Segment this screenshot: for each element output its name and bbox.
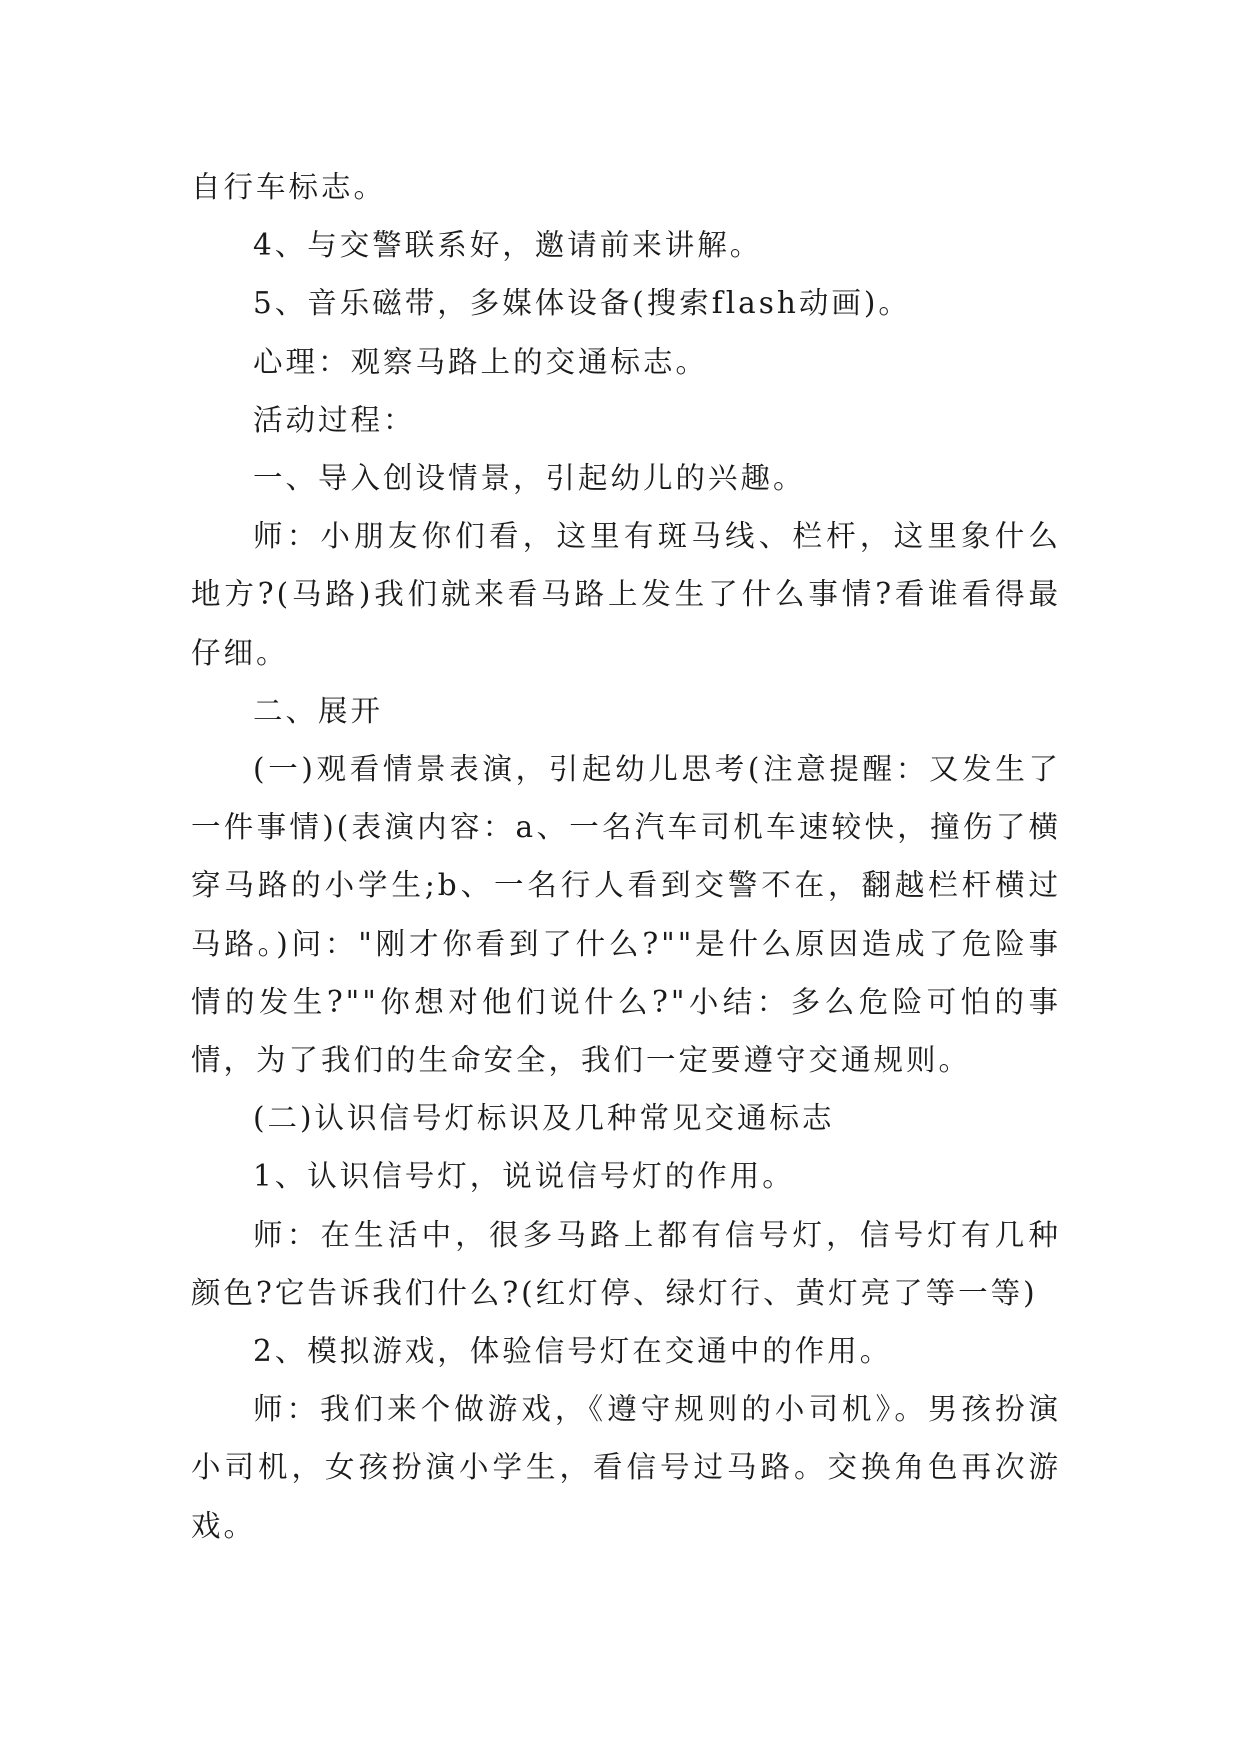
paragraph-teacher-game: 师：我们来个做游戏，《遵守规则的小司机》。男孩扮演小司机，女孩扮演小学生，看信号过马路。交换角色再次游戏。 (191, 1392, 1061, 1543)
paragraph-scenario-performance: (一)观看情景表演，引起幼儿思考(注意提醒：又发生了一件事情)(表演内容：a、一名汽车司机车速较快，撞伤了横穿马路的小学生;b、一名行人看到交警不在，翻越栏杆横过马路。)问："刚才你看到了什么?""是什么原因造成了危险事情的发生?""你想对他们说什么?"小结：多么危险可怕的事情，为了我们的生命安全，我们一定要遵守交通规则。 (191, 752, 1061, 1078)
paragraph-teacher-signal-colors: 师：在生活中，很多马路上都有信号灯，信号灯有几种颜色?它告诉我们什么?(红灯停、绿灯行、黄灯亮了等一等) (191, 1217, 1061, 1310)
paragraph-item-5: 5、音乐磁带，多媒体设备(搜索flash动画)。 (253, 286, 911, 321)
paragraph-item-4: 4、与交警联系好，邀请前来讲解。 (253, 228, 763, 263)
paragraph-teacher-intro: 师：小朋友你们看，这里有斑马线、栏杆，这里象什么地方?(马路)我们就来看马路上发生了什么事情?看谁看得最仔细。 (191, 519, 1061, 670)
heading-section-two: 二、展开 (253, 693, 384, 728)
paragraph-signal-light-item-1: 1、认识信号灯，说说信号灯的作用。 (253, 1159, 795, 1194)
paragraph-bicycle-sign: 自行车标志。 (191, 170, 387, 204)
paragraph-simulation-game-item-2: 2、模拟游戏，体验信号灯在交通中的作用。 (253, 1334, 893, 1369)
document-body (191, 158, 1061, 1555)
heading-activity-process: 活动过程： (253, 402, 416, 437)
paragraph-psychology: 心理：观察马路上的交通标志。 (253, 344, 709, 379)
heading-section-one: 一、导入创设情景，引起幼儿的兴趣。 (253, 461, 806, 496)
heading-subsection-two: (二)认识信号灯标识及几种常见交通标志 (253, 1101, 835, 1136)
